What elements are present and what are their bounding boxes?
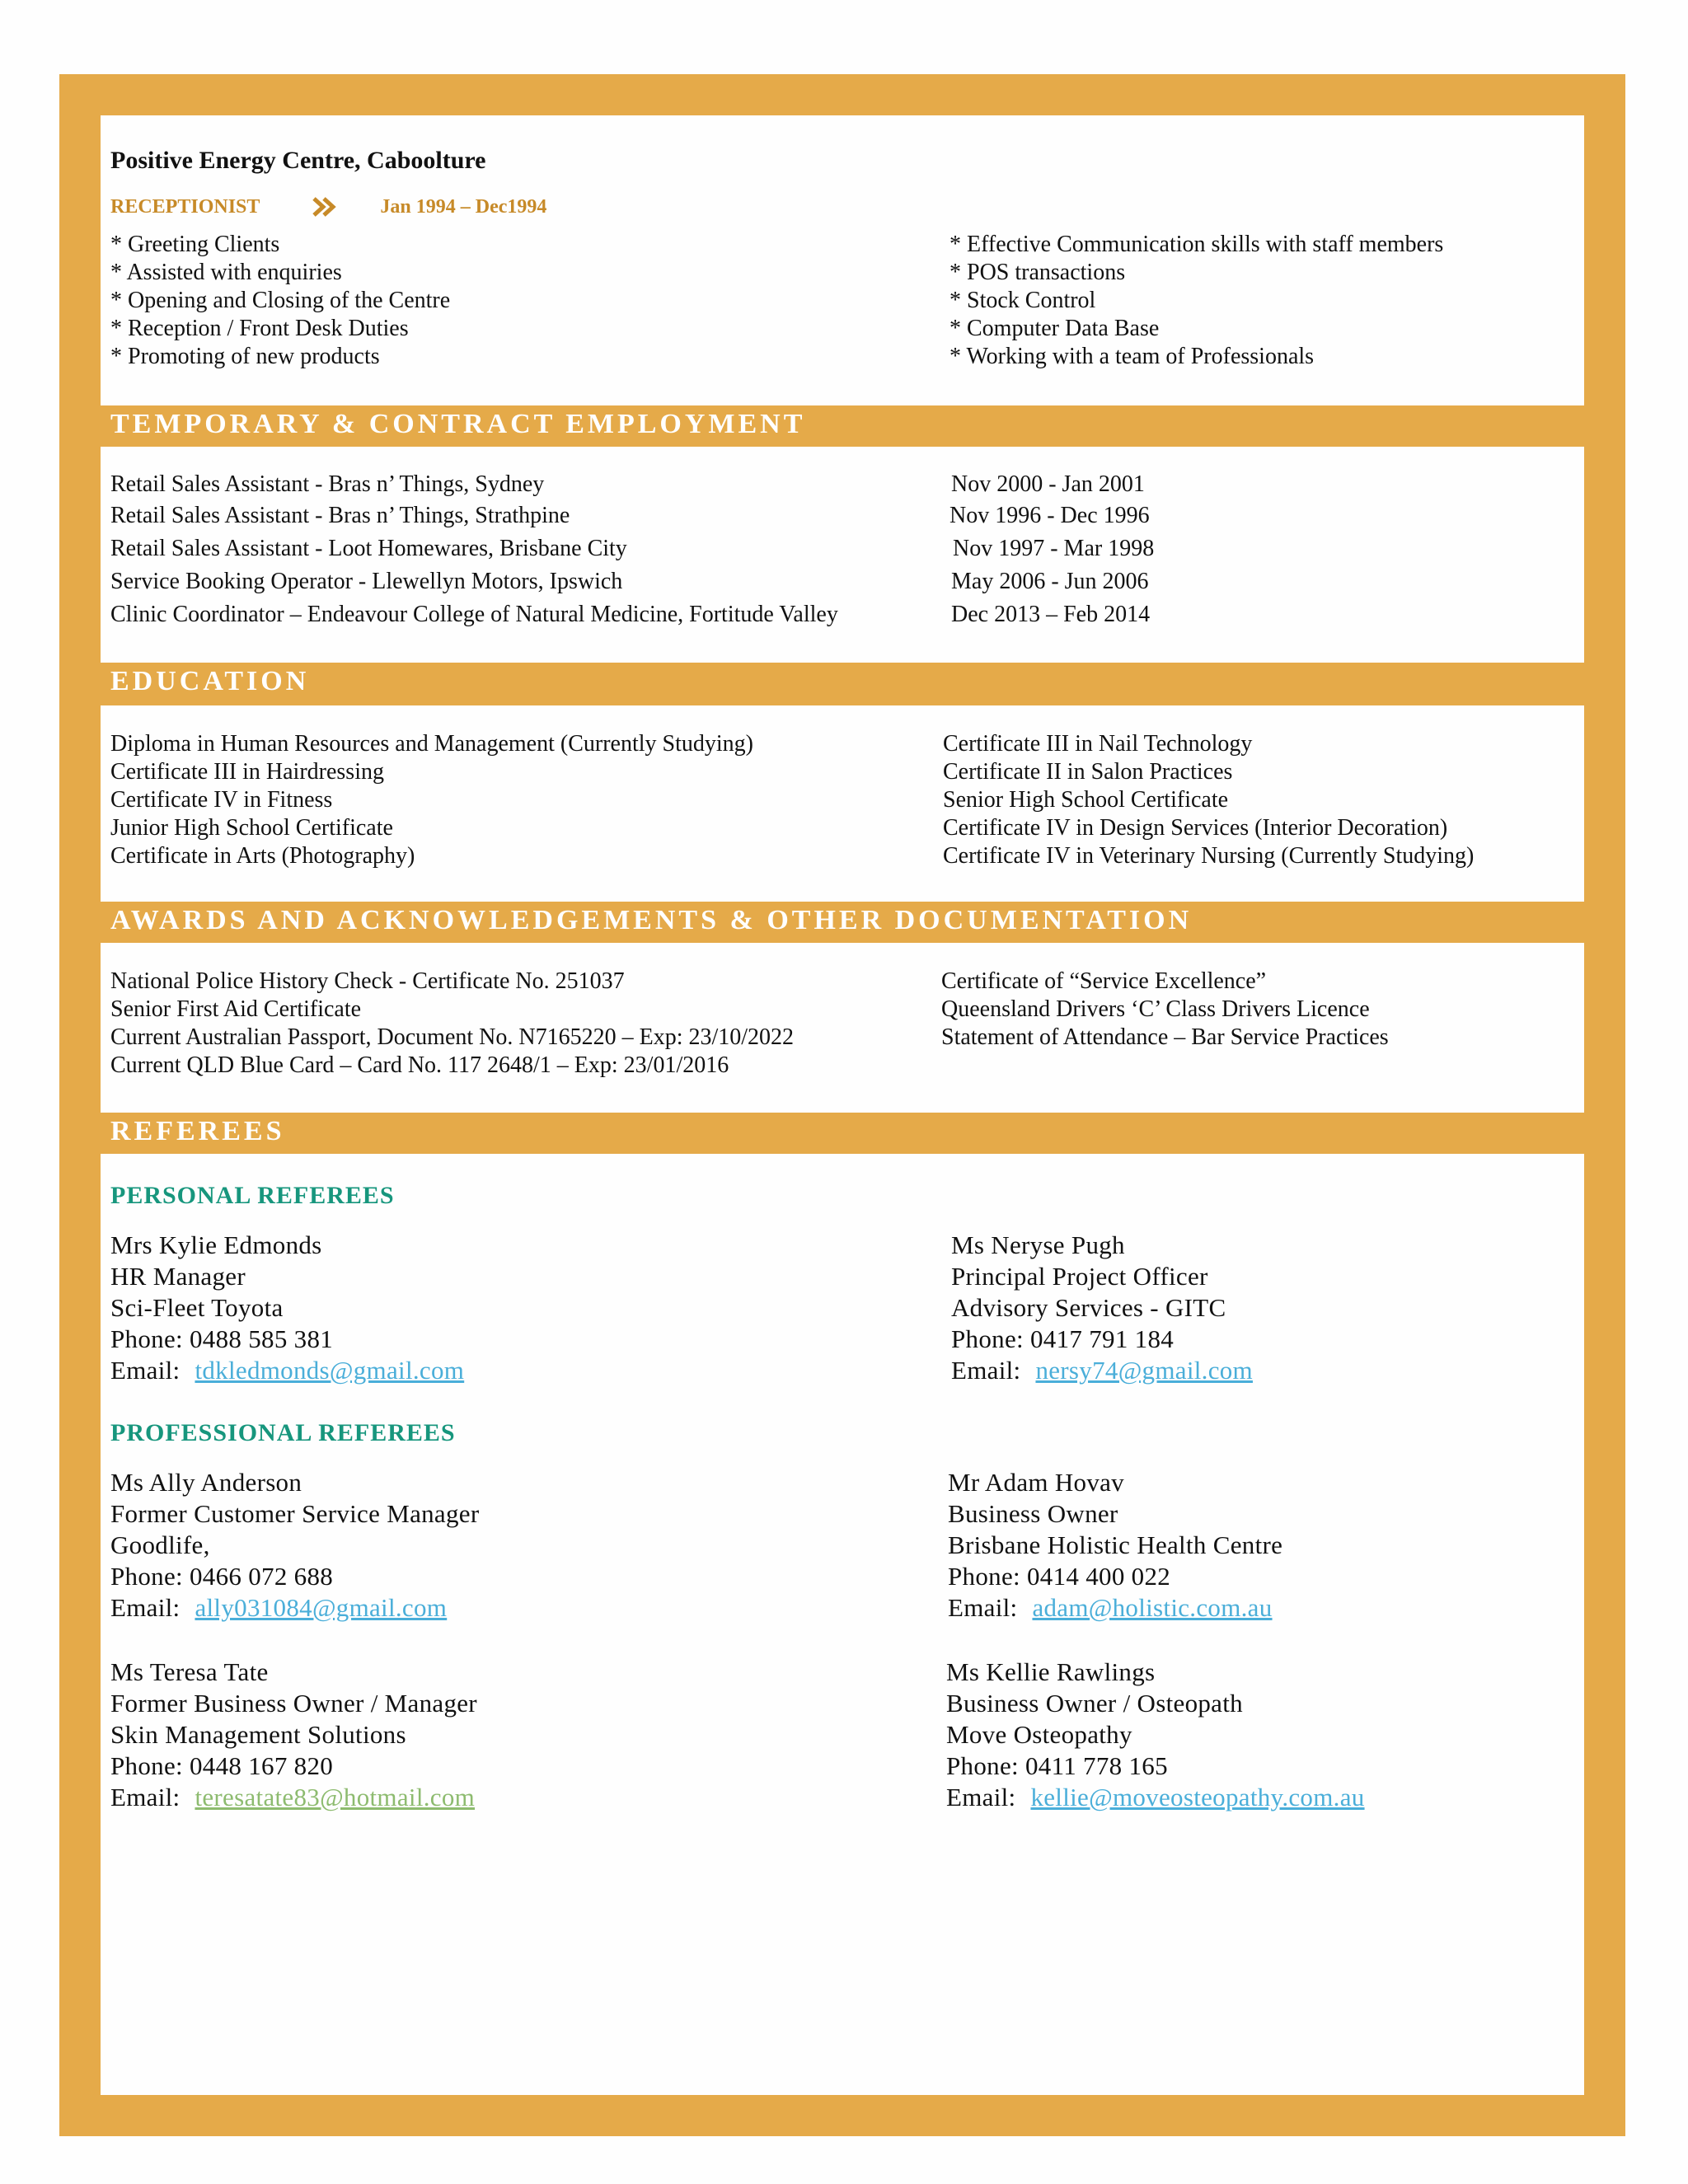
email-label: Email:: [946, 1783, 1016, 1811]
award-item: Current Australian Passport, Document No. N7165220 – Exp: 23/10/2022: [110, 1024, 795, 1050]
role-dates: Jan 1994 – Dec1994: [380, 195, 547, 218]
duty-item: * Stock Control: [950, 288, 1096, 313]
employment-dates: May 2006 - Jun 2006: [951, 569, 1149, 594]
award-item: Statement of Attendance – Bar Service Practices: [941, 1024, 1389, 1050]
education-item: Certificate III in Nail Technology: [943, 731, 1253, 757]
education-item: Junior High School Certificate: [110, 815, 393, 841]
role-title: RECEPTIONIST: [110, 195, 260, 218]
referee-email-link[interactable]: nersy74@gmail.com: [1035, 1356, 1253, 1385]
employment-position: Retail Sales Assistant - Bras n’ Things, Strathpine: [110, 503, 570, 528]
duty-item: * Working with a team of Professionals: [950, 344, 1315, 369]
award-item: Senior First Aid Certificate: [110, 996, 362, 1022]
duty-item: * POS transactions: [950, 260, 1126, 285]
education-item: Certificate IV in Fitness: [110, 787, 333, 813]
duty-item: * Effective Communication skills with staff members: [950, 232, 1444, 257]
duty-item: * Computer Data Base: [950, 316, 1160, 341]
double-chevron-right-icon: [309, 194, 342, 219]
awards-right: [941, 968, 1389, 1052]
duty-item: * Greeting Clients: [110, 232, 280, 257]
referee-email-row: [110, 1592, 737, 1624]
referee-organisation: Advisory Services - GITC: [951, 1293, 1226, 1322]
referee-card: [110, 1657, 737, 1813]
referee-phone: Phone: 0448 167 820: [110, 1751, 334, 1780]
referee-title: Former Business Owner / Manager: [110, 1689, 477, 1718]
employer-name: Positive Energy Centre, Caboolture: [110, 147, 486, 174]
education-left: [110, 730, 753, 870]
referee-email-link[interactable]: ally031084@gmail.com: [195, 1593, 448, 1622]
employment-dates: Nov 1996 - Dec 1996: [950, 503, 1150, 528]
education-item: Diploma in Human Resources and Management (Currently Studying): [110, 731, 753, 757]
duty-item: * Opening and Closing of the Centre: [110, 288, 451, 313]
referee-email-row: [946, 1782, 1573, 1813]
referee-title: Business Owner: [948, 1499, 1118, 1528]
referee-email-row: [948, 1592, 1574, 1624]
awards-left: [110, 968, 794, 1080]
section-band-awards: [101, 902, 1584, 943]
referee-email-link[interactable]: tdkledmonds@gmail.com: [195, 1356, 465, 1385]
education-item: Certificate III in Hairdressing: [110, 759, 384, 785]
employment-position: Service Booking Operator - Llewellyn Motors, Ipswich: [110, 569, 623, 594]
referee-organisation: Skin Management Solutions: [110, 1720, 406, 1749]
award-item: National Police History Check - Certificate No. 251037: [110, 968, 625, 994]
duty-item: * Assisted with enquiries: [110, 260, 342, 285]
role-row: [110, 194, 546, 219]
section-heading-temporary: TEMPORARY & CONTRACT EMPLOYMENT: [110, 409, 806, 439]
email-label: Email:: [110, 1783, 181, 1811]
education-item: Certificate IV in Design Services (Interior Decoration): [943, 815, 1448, 841]
referee-organisation: Brisbane Holistic Health Centre: [948, 1530, 1283, 1559]
award-item: Certificate of “Service Excellence”: [941, 968, 1267, 994]
education-item: Certificate in Arts (Photography): [110, 843, 415, 869]
referee-email-row: [110, 1355, 737, 1386]
email-label: Email:: [951, 1356, 1021, 1385]
education-right: [943, 730, 1474, 870]
award-item: Current QLD Blue Card – Card No. 117 2648/1 – Exp: 23/01/2016: [110, 1052, 729, 1078]
referee-card: [951, 1230, 1578, 1386]
referee-name: Mrs Kylie Edmonds: [110, 1230, 322, 1259]
employment-position: Clinic Coordinator – Endeavour College of Natural Medicine, Fortitude Valley: [110, 602, 838, 627]
duties-left: [110, 231, 450, 371]
professional-referees-heading: PROFESSIONAL REFEREES: [110, 1419, 456, 1446]
duty-item: * Reception / Front Desk Duties: [110, 316, 409, 341]
email-label: Email:: [110, 1356, 181, 1385]
section-band-temporary: [101, 405, 1584, 447]
referee-phone: Phone: 0417 791 184: [951, 1324, 1175, 1353]
section-heading-education: EDUCATION: [110, 666, 310, 696]
section-band-education: [101, 663, 1584, 705]
referee-name: Mr Adam Hovav: [948, 1468, 1124, 1497]
email-label: Email:: [110, 1593, 181, 1622]
education-item: Certificate IV in Veterinary Nursing (Currently Studying): [943, 843, 1475, 869]
duties-right: [950, 231, 1443, 371]
education-item: Senior High School Certificate: [943, 787, 1229, 813]
section-heading-referees: REFEREES: [110, 1116, 285, 1146]
employment-position: Retail Sales Assistant - Bras n’ Things, Sydney: [110, 471, 545, 497]
referee-card: [110, 1467, 737, 1624]
employment-dates: Nov 1997 - Mar 1998: [953, 536, 1155, 561]
referee-organisation: Sci-Fleet Toyota: [110, 1293, 284, 1322]
referee-organisation: Move Osteopathy: [946, 1720, 1132, 1749]
referee-name: Ms Ally Anderson: [110, 1468, 302, 1497]
referee-phone: Phone: 0414 400 022: [948, 1562, 1171, 1591]
referee-email-link[interactable]: teresatate83@hotmail.com: [195, 1783, 476, 1811]
duty-item: * Promoting of new products: [110, 344, 380, 369]
referee-email-row: [110, 1782, 737, 1813]
education-item: Certificate II in Salon Practices: [943, 759, 1233, 785]
referee-phone: Phone: 0488 585 381: [110, 1324, 334, 1353]
referee-title: Business Owner / Osteopath: [946, 1689, 1243, 1718]
referee-name: Ms Teresa Tate: [110, 1657, 269, 1686]
referee-email-link[interactable]: kellie@moveosteopathy.com.au: [1030, 1783, 1365, 1811]
referee-title: HR Manager: [110, 1262, 246, 1291]
award-item: Queensland Drivers ‘C’ Class Drivers Licence: [941, 996, 1370, 1022]
referee-title: Former Customer Service Manager: [110, 1499, 480, 1528]
personal-referees-heading: PERSONAL REFEREES: [110, 1182, 395, 1209]
referee-card: [948, 1467, 1574, 1624]
referee-email-row: [951, 1355, 1578, 1386]
referee-card: [110, 1230, 737, 1386]
employment-dates: Dec 2013 – Feb 2014: [951, 602, 1151, 627]
referee-title: Principal Project Officer: [951, 1262, 1208, 1291]
section-band-referees: [101, 1113, 1584, 1154]
referee-name: Ms Kellie Rawlings: [946, 1657, 1156, 1686]
referee-phone: Phone: 0411 778 165: [946, 1751, 1168, 1780]
resume-sheet: [101, 115, 1584, 2095]
referee-card: [946, 1657, 1573, 1813]
referee-email-link[interactable]: adam@holistic.com.au: [1032, 1593, 1273, 1622]
section-heading-awards: AWARDS AND ACKNOWLEDGEMENTS & OTHER DOCUMENTATION: [110, 905, 1193, 935]
employment-position: Retail Sales Assistant - Loot Homewares, Brisbane City: [110, 536, 627, 561]
email-label: Email:: [948, 1593, 1018, 1622]
employment-dates: Nov 2000 - Jan 2001: [951, 471, 1145, 497]
referee-name: Ms Neryse Pugh: [951, 1230, 1125, 1259]
referee-phone: Phone: 0466 072 688: [110, 1562, 334, 1591]
referee-organisation: Goodlife,: [110, 1530, 210, 1559]
page-frame: [59, 74, 1625, 2136]
